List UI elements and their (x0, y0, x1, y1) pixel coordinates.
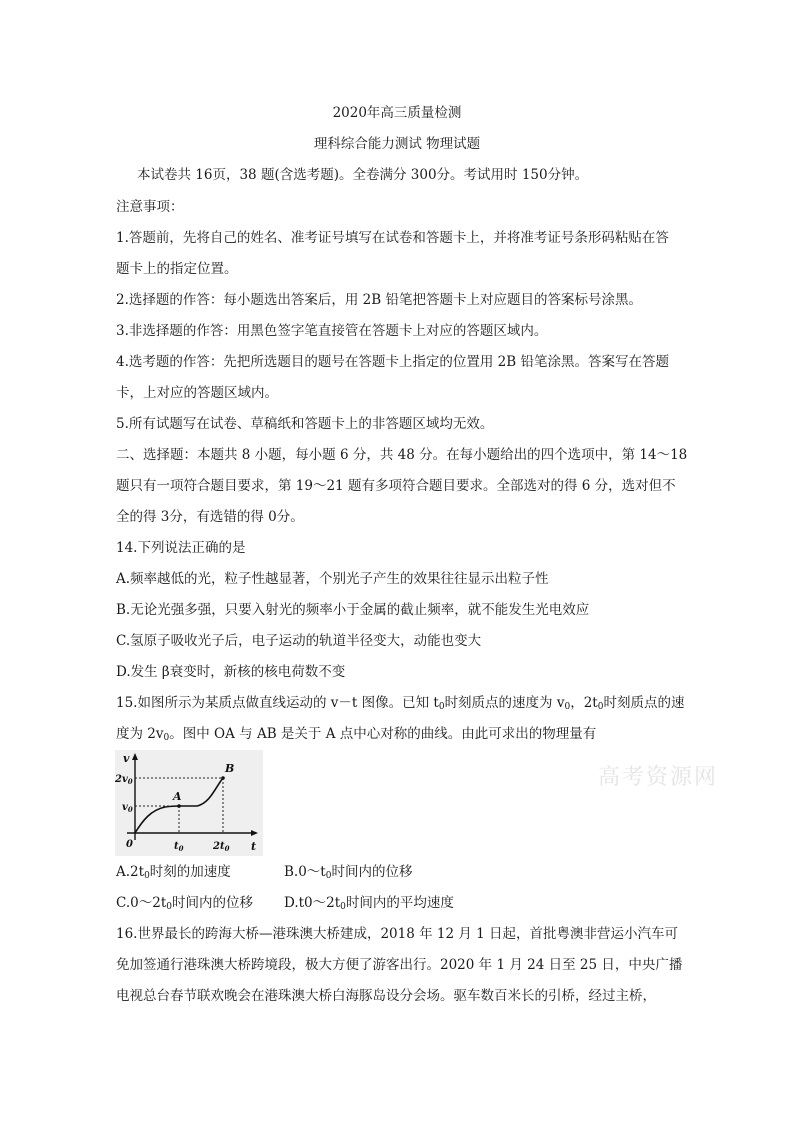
q15-option-a: $A.2t_0$时刻的加速度 (116, 864, 231, 881)
q15-option-b: $B.0\sim t_0$时间内的位移 (284, 864, 413, 881)
q15-stem-line-1: 15.如图所示为某质点做直线运动的 v－t 图像。已知 $t_0$时刻质点的速度为 $v_0$，$2t_0$时刻质点的速 (116, 695, 685, 712)
point-a-marker (177, 804, 181, 808)
notice-item-5: 5.所有试题写在试卷、草稿纸和答题卡上的非答题区域均无效。 (116, 416, 494, 432)
exam-title: 2020年高三质量检测 (332, 105, 462, 121)
watermark: 高考资源网 (598, 765, 719, 790)
vt-graph (115, 750, 263, 856)
notice-item-1a: 1.答题前，先将自己的姓名、准考证号填写在试卷和答题卡上，并将准考证号条形码粘贴在答 (116, 230, 669, 246)
notice-item-3: 3.非选择题的作答：用黑色签字笔直接管在答题卡上对应的答题区域内。 (116, 323, 548, 339)
exam-subtitle: 理科综合能力测试 物理试题 (313, 136, 481, 152)
point-a-label: A (173, 790, 182, 803)
q15-option-d: $D.t0\sim 2t_0$时间内的平均速度 (284, 895, 454, 912)
q15-option-c: $C.0\sim 2t_0$时间内的位移 (116, 895, 253, 912)
notice-item-2: 2.选择题的作答：每小题选出答案后，用 2B 铅笔把答题卡上对应题目的答案标号涂黑。 (116, 292, 642, 308)
notice-heading: 注意事项： (116, 199, 184, 215)
t-axis-label: t (251, 840, 257, 853)
v-axis-label: v (123, 752, 130, 765)
q14-option-b: B.无论光强多强，只要入射光的频率小于金属的截止频率，就不能发生光电效应 (116, 602, 590, 618)
notice-item-4a: 4.选考题的作答：先把所选题目的题号在答题卡上指定的位置用 2B 铅笔涂黑。答案写在答题 (116, 354, 669, 370)
q14-option-d: D.发生 β衰变时，新核的核电荷数不变 (116, 664, 346, 680)
q16-line-3: 电视总台春节联欢晚会在港珠澳大桥白海豚岛设分会场。驱车数百米长的引桥，经过主桥， (116, 988, 656, 1004)
tick-t0-label: $t_0$ (174, 841, 184, 853)
v-axis-arrow (132, 753, 138, 760)
q14-option-a: A.频率越低的光，粒子性越显著，个别光子产生的效果往往显示出粒子性 (116, 571, 549, 587)
vt-graph-svg (115, 750, 263, 856)
section2-line-3: 全的得 3分，有选错的得 0分。 (116, 509, 304, 525)
point-b-marker (221, 776, 225, 780)
notice-item-1b: 题卡上的指定位置。 (116, 261, 238, 277)
t-axis-arrow (251, 830, 258, 836)
tick-v0-label: $v_0$ (122, 802, 133, 814)
notice-item-4b: 卡，上对应的答题区域内。 (116, 385, 278, 401)
q16-line-2: 免加签通行港珠澳大桥跨境段，极大方便了游客出行。2020 年 1 月 24 日至 25 日，中央广播 (116, 957, 683, 973)
q14-option-c: C.氢原子吸收光子后，电子运动的轨道半径变大，动能也变大 (116, 633, 482, 649)
q15-stem-line-2: 度为 $2v_0$。图中 OA 与 AB 是关于 A 点中心对称的曲线。由此可求出的物理量有 (116, 726, 597, 743)
tick-2t0-label: $2t_0$ (213, 841, 230, 853)
tick-2v0-label: $2v_0$ (115, 774, 133, 786)
q16-line-1: 16.世界最长的跨海大桥—港珠澳大桥建成，2018 年 12 月 1 日起，首批粤澳非营运小汽车可 (116, 926, 679, 942)
section2-line-2: 题只有一项符合题目要求，第 19～21 题有多项符合题目要求。全部选对的得 6 分，选对但不 (116, 478, 676, 494)
exam-intro: 本试卷共 16页，38 题(含选考题)。全卷满分 300分。考试用时 150分钟。 (137, 167, 589, 183)
section2-line-1: 二、选择题：本题共 8 小题，每小题 6 分，共 48 分。在每小题给出的四个选项中，第 14～18 (116, 447, 688, 463)
q14-stem: 14.下列说法正确的是 (116, 540, 246, 556)
origin-label: 0 (126, 839, 133, 850)
point-b-label: B (225, 762, 235, 775)
